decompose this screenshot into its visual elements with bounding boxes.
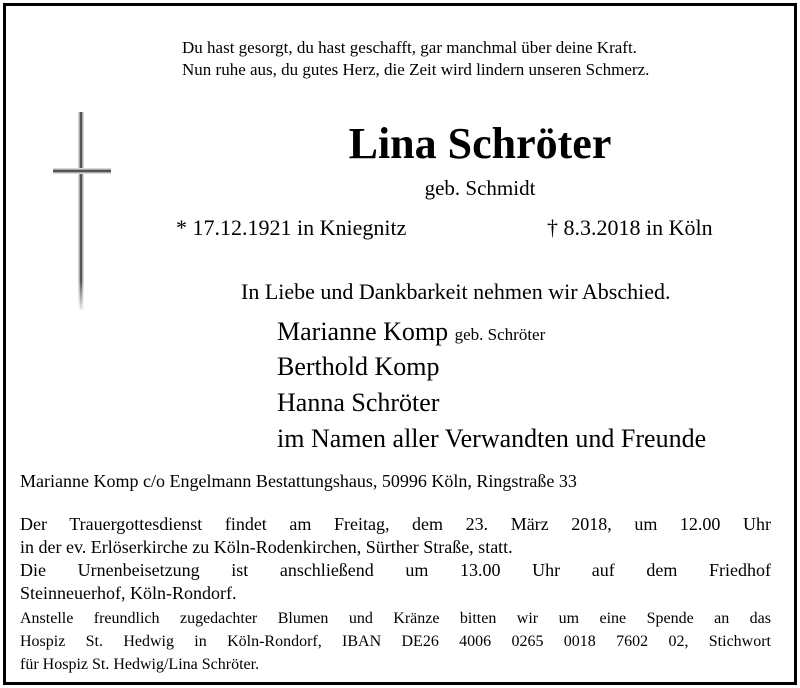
mourner-2 bbox=[277, 351, 440, 383]
motto-line-1: Du hast gesorgt, du hast geschafft, gar manchmal über deine Kraft. bbox=[182, 38, 637, 57]
service-line-2: in der ev. Erlöserkirche zu Köln-Rodenkirchen, Sürther Straße, statt. bbox=[20, 537, 513, 557]
mourner-1 bbox=[277, 316, 545, 351]
deceased-name: Lina Schröter bbox=[348, 119, 612, 168]
mourner-name: Hanna Schröter bbox=[277, 388, 440, 417]
service-line-1: Der Trauergottesdienst findet am Freitag, dem 23. März 2018, um 12.00 Uhr bbox=[20, 514, 771, 534]
service-line-4: Steinneuerhof, Köln-Rondorf. bbox=[20, 583, 237, 603]
death-date: † 8.3.2018 in Köln bbox=[547, 215, 713, 240]
mourner-birth-name: geb. Schröter bbox=[454, 325, 546, 344]
donation-line-2: Hospiz St. Hedwig in Köln-Rondorf, IBAN DE26 4006 0265 0018 7602 02, Stichwort bbox=[20, 633, 771, 650]
motto-line-2: Nun ruhe aus, du gutes Herz, die Zeit wird lindern unseren Schmerz. bbox=[182, 60, 650, 79]
service-line-3: Die Urnenbeisetzung ist anschließend um 13.00 Uhr auf dem Friedhof bbox=[20, 560, 771, 580]
donation-line-1: Anstelle freundlich zugedachter Blumen und Kränze bitten wir um eine Spende an das bbox=[20, 610, 771, 627]
mourner-4 bbox=[277, 423, 706, 455]
contact-address: Marianne Komp c/o Engelmann Bestattungshaus, 50996 Köln, Ringstraße 33 bbox=[20, 471, 577, 491]
farewell-text: In Liebe und Dankbarkeit nehmen wir Abschied. bbox=[241, 279, 671, 304]
birth-date: * 17.12.1921 in Kniegnitz bbox=[176, 215, 407, 240]
mourner-3 bbox=[277, 387, 439, 419]
donation-line-3: für Hospiz St. Hedwig/Lina Schröter. bbox=[20, 656, 260, 673]
birth-name: geb. Schmidt bbox=[424, 176, 536, 200]
mourner-name: Berthold Komp bbox=[277, 352, 440, 381]
mourner-name: im Namen aller Verwandten und Freunde bbox=[277, 424, 707, 453]
mourner-name: Marianne Komp bbox=[277, 317, 449, 346]
